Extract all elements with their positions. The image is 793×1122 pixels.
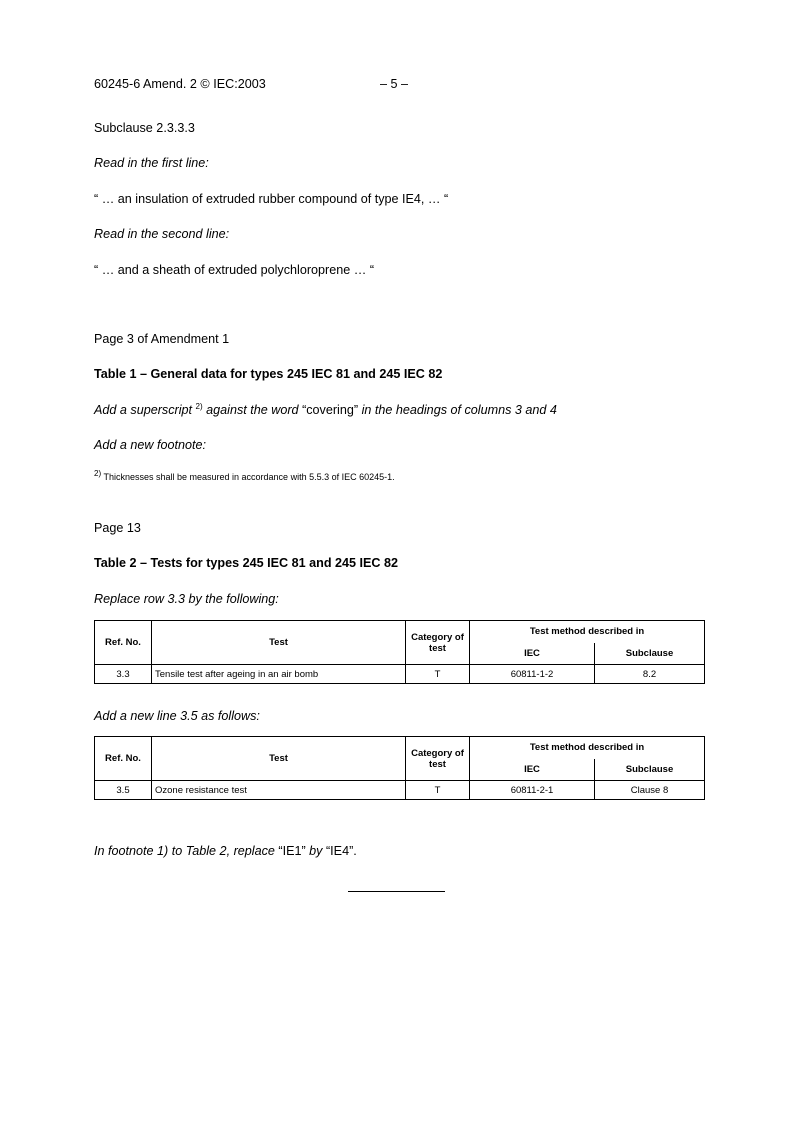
- cell-test: Tensile test after ageing in an air bomb: [152, 665, 406, 684]
- superscript-mark: 2): [195, 401, 203, 411]
- header-category: Category of test: [406, 621, 470, 665]
- cell-test: Ozone resistance test: [152, 781, 406, 800]
- instruction-first-line: Read in the first line:: [94, 156, 209, 170]
- subclause-heading: Subclause 2.3.3.3: [94, 121, 195, 135]
- instruction-part-c: in the headings of columns 3 and 4: [361, 403, 557, 417]
- instruction-second-line: Read in the second line:: [94, 227, 230, 241]
- footnote-body: Thicknesses shall be measured in accordance with 5.5.3 of IEC 60245-1.: [103, 472, 395, 482]
- table-row: [95, 781, 705, 800]
- header-test-method: Test method described in: [470, 621, 705, 643]
- footnote-mark: 2): [94, 469, 102, 478]
- end-rule: [348, 891, 445, 892]
- table-row: [95, 665, 705, 684]
- header-subclause: Subclause: [595, 643, 705, 665]
- instruction-replace-row: Replace row 3.3 by the following:: [94, 592, 279, 606]
- instruction-part-b: against the word: [206, 403, 299, 417]
- instruction-add-line: Add a new line 3.5 as follows:: [94, 709, 260, 723]
- footnote-text: [94, 469, 395, 482]
- cell-subclause: Clause 8: [595, 781, 705, 800]
- header-iec: IEC: [470, 759, 595, 781]
- page-reference-13: Page 13: [94, 521, 141, 535]
- cell-ref: 3.3: [95, 665, 152, 684]
- quote-second-line: “ … and a sheath of extruded polychloroprene … “: [94, 263, 375, 277]
- header-doc-id: 60245-6 Amend. 2 © IEC:2003: [94, 77, 266, 91]
- header-test: Test: [152, 737, 406, 781]
- new-line-table: [94, 736, 705, 800]
- cell-iec: 60811-1-2: [470, 665, 595, 684]
- quote-first-line: “ … an insulation of extruded rubber compound of type IE4, … “: [94, 192, 449, 206]
- instruction-new-footnote: Add a new footnote:: [94, 438, 207, 452]
- page-reference-amendment: Page 3 of Amendment 1: [94, 332, 230, 346]
- table1-title: Table 1 – General data for types 245 IEC 81 and 245 IEC 82: [94, 367, 443, 381]
- header-ref-no: Ref. No.: [95, 621, 152, 665]
- final-part-b: by: [309, 844, 323, 858]
- instruction-part-a: Add a superscript: [94, 403, 193, 417]
- superscript-instruction: [94, 403, 557, 418]
- replacement-table: [94, 620, 705, 684]
- quoted-word: “covering”: [302, 403, 359, 417]
- header-iec: IEC: [470, 643, 595, 665]
- header-test-method: Test method described in: [470, 737, 705, 759]
- cell-ref: 3.5: [95, 781, 152, 800]
- cell-iec: 60811-2-1: [470, 781, 595, 800]
- final-part-a: In footnote 1) to Table 2, replace: [94, 844, 275, 858]
- cell-category: T: [406, 781, 470, 800]
- cell-subclause: 8.2: [595, 665, 705, 684]
- cell-category: T: [406, 665, 470, 684]
- footnote-replace-instruction: [94, 844, 357, 859]
- final-new-value: “IE4”.: [325, 844, 357, 858]
- header-ref-no: Ref. No.: [95, 737, 152, 781]
- header-page-number: – 5 –: [380, 77, 409, 91]
- table2-title: Table 2 – Tests for types 245 IEC 81 and 245 IEC 82: [94, 556, 399, 570]
- header-test: Test: [152, 621, 406, 665]
- header-subclause: Subclause: [595, 759, 705, 781]
- header-category: Category of test: [406, 737, 470, 781]
- final-old-value: “IE1”: [278, 844, 306, 858]
